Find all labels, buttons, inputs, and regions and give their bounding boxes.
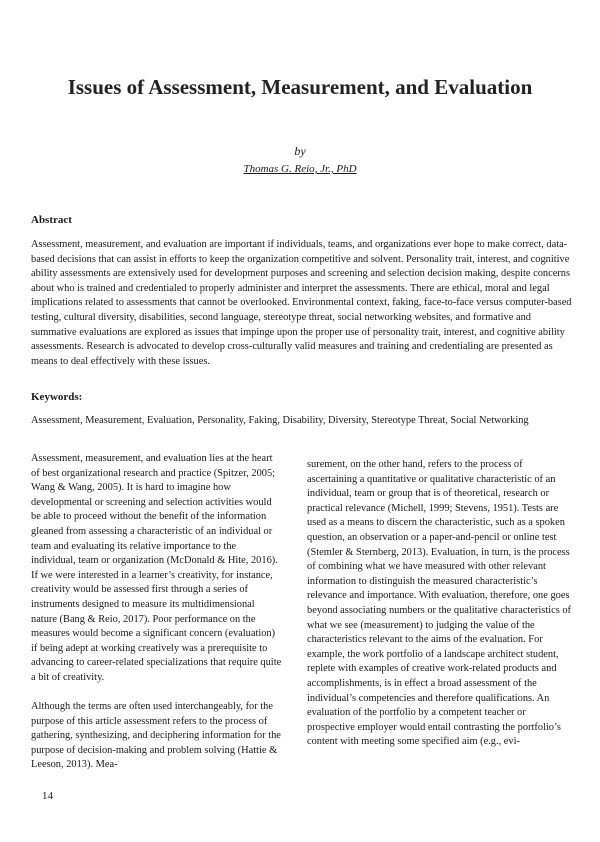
keywords-heading: Keywords: [31,391,83,403]
abstract-heading: Abstract [31,214,72,226]
body-column-left [31,452,283,773]
body-paragraph: surement, on the other hand, refers to the process of ascertaining a quantitative or qualitative characteristic of an individual, team or group that is of theoretical, research or practical relevance (Michell, 1999; Stevens, 1951). Tests are used as a means to discern the characteristic, such as a spoken question, an observation or a paper-and-pencil or online test (Stemler & Sternberg, 2013). Evaluation, in turn, is the process of combining what we have measured with other relevant information to distinguish the measured characteristic’s relevance and importance. With evaluation, therefore, one goes beyond associating numbers or the qualitative characteristics of what we see (measurement) to judging the value of the characteristics relevant to the aims of the evaluation. For example, the work portfolio of a landscape architect student, replete with examples of creative work-related products and accomplishments, is in effect a broad assessment of the individual’s competencies and therefore qualifications. An evaluation of the portfolio by a competent teacher or prospective employer would entail contrasting the portfolio’s content with meeting some specified aim (e.g., evi- [307,459,572,748]
byline-label: by [294,144,306,158]
author-name [0,163,600,175]
article-title: Issues of Assessment, Measurement, and Evaluation [67,75,533,99]
author-link: Thomas G. Reio, Jr., PhD [243,163,357,175]
keywords-text: Assessment, Measurement, Evaluation, Personality, Faking, Disability, Diversity, Stereotype Threat, Social Networking [31,415,529,426]
page-number: 14 [42,790,53,802]
body-column-right [307,458,572,750]
abstract-text: Assessment, measurement, and evaluation are important if individuals, teams, and organizations ever hope to make correct, data-based decisions that can assist in efforts to keep the organization competitive and solvent. Personality trait, interest, and cognitive ability assessments are extensively used for development purposes and screening and selection decision making, despite concerns about who is trained and credentialed to properly administer and interpret the assessments. There are ethical, moral and legal implications related to assessments that cannot be overlooked. Environmental context, faking, face-to-face versus computer-based testing, cultural diversity, disabilities, second language, stereotype threat, social networking websites, and formative and summative evaluations are explored as issues that impinge upon the proper use of personality trait, interest, and cognitive ability assessments. Research is advocated to develop cross-culturally valid measures and training and credentialing are presented as means to deal effectively with these issues. [31,239,572,367]
body-paragraph: Assessment, measurement, and evaluation lies at the heart of best organizational research and practice (Spitzer, 2005; Wang & Wang, 2005). It is hard to imagine how developmental or screening and selection activities would be able to proceed without the benefit of the information gleaned from assessing a characteristic of an individual or team and evaluating its relative importance to the individual, team or organization (McDonald & Hite, 2016). If we were interested in a learner’s creativity, for instance, creativity would be assessed first through a series of instruments designed to measure its multidimensional nature (Bang & Reio, 2017). Poor performance on the measures would become a significant concern (evaluation) if being adept at working creatively was a prerequisite to advancing to career-related specializations that require quite a bit of creativity. [31,453,282,683]
body-paragraph: Although the terms are often used interchangeably, for the purpose of this article assessment refers to the process of gathering, synthesizing, and deciphering information for the purpose of decision-making and problem solving (Hattie & Leeson, 2013). Mea- [31,701,281,771]
